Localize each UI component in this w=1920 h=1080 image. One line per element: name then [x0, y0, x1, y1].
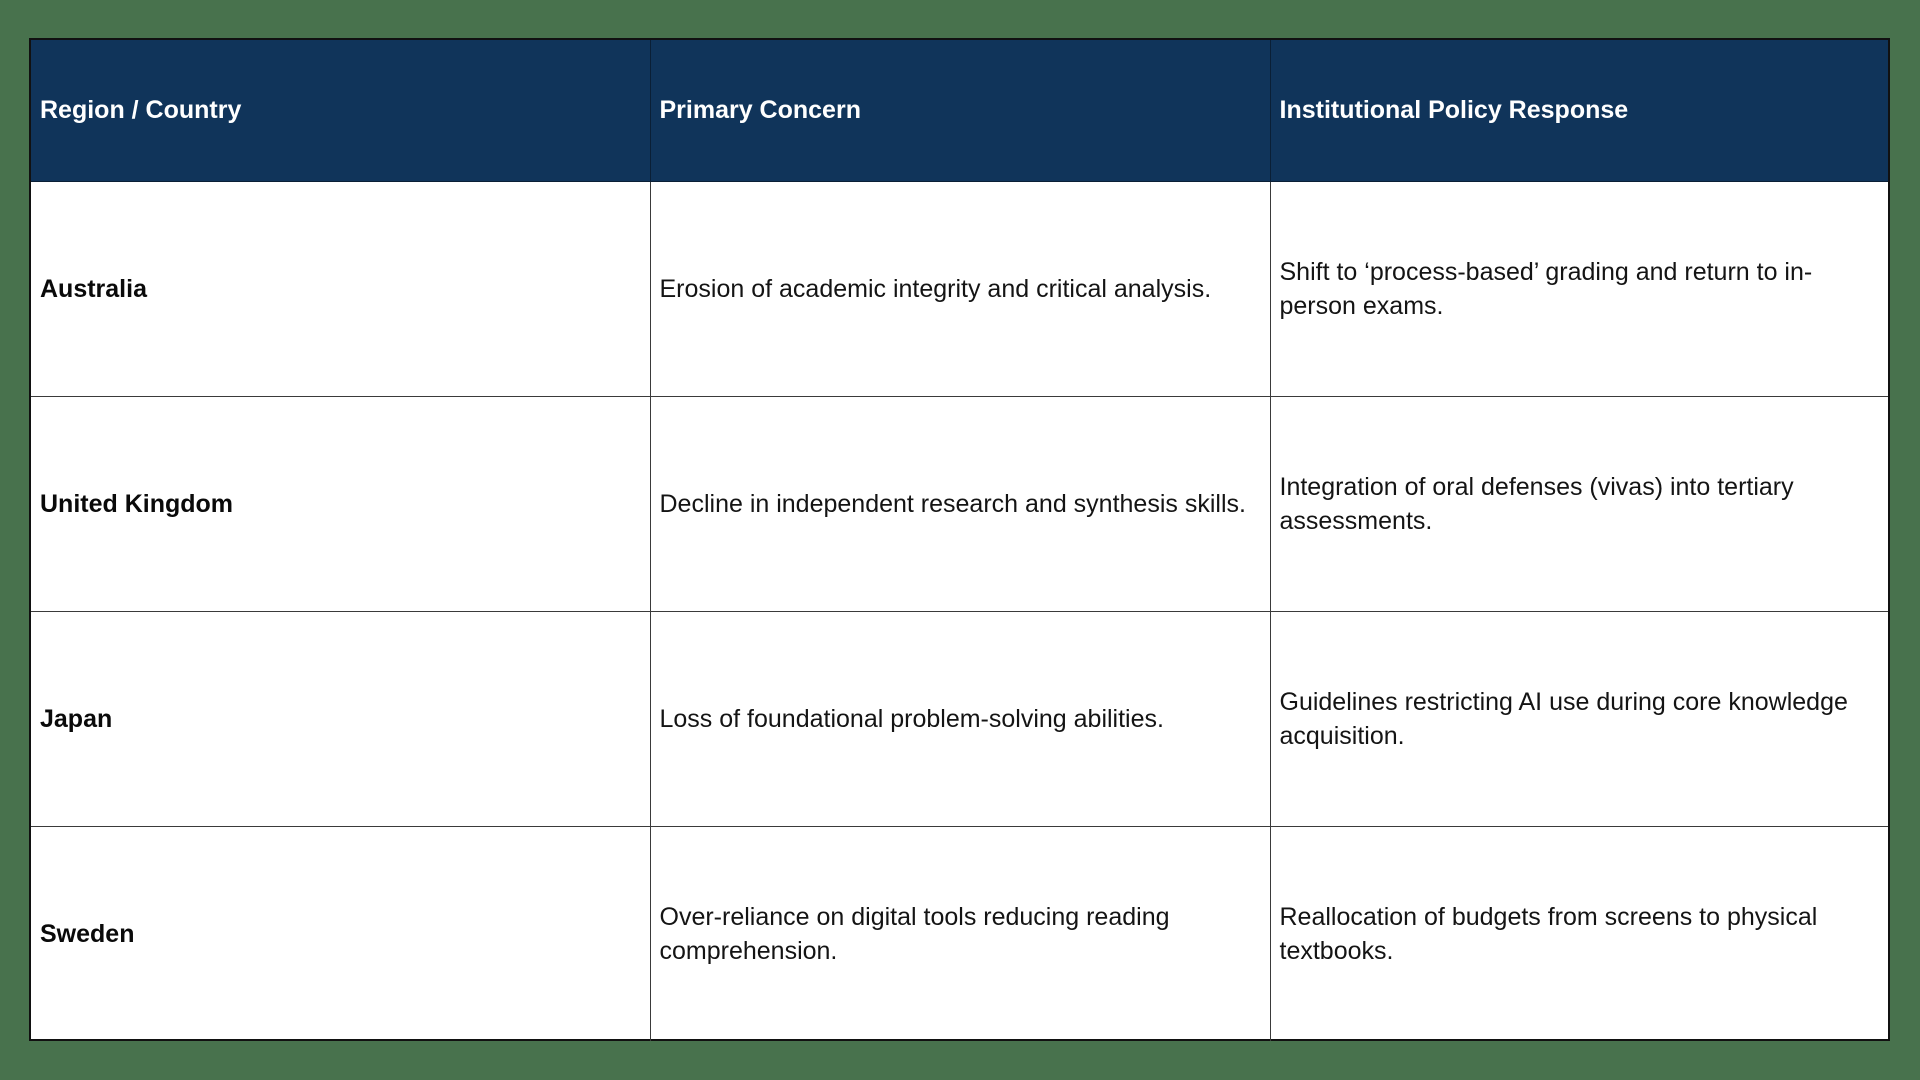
cell-concern: Erosion of academic integrity and critical analysis.: [650, 181, 1270, 396]
cell-country: Australia: [31, 181, 650, 396]
policy-comparison-table: [29, 38, 1890, 1041]
table-row: [31, 181, 1888, 396]
cell-concern: Loss of foundational problem-solving abilities.: [650, 611, 1270, 826]
cell-country: Sweden: [31, 826, 650, 1041]
cell-response: Integration of oral defenses (vivas) into tertiary assessments.: [1270, 396, 1888, 611]
cell-country: Japan: [31, 611, 650, 826]
table-row: [31, 826, 1888, 1041]
header-region-country: Region / Country: [31, 40, 650, 181]
cell-response: Shift to ‘process-based’ grading and return to in-person exams.: [1270, 181, 1888, 396]
cell-concern: Decline in independent research and synthesis skills.: [650, 396, 1270, 611]
table: [31, 40, 1888, 1041]
cell-concern: Over-reliance on digital tools reducing reading comprehension.: [650, 826, 1270, 1041]
header-primary-concern: Primary Concern: [650, 40, 1270, 181]
table-row: [31, 611, 1888, 826]
header-policy-response: Institutional Policy Response: [1270, 40, 1888, 181]
cell-response: Guidelines restricting AI use during core knowledge acquisition.: [1270, 611, 1888, 826]
cell-response: Reallocation of budgets from screens to physical textbooks.: [1270, 826, 1888, 1041]
table-body: [31, 181, 1888, 1041]
header-row: [31, 40, 1888, 181]
table-row: [31, 396, 1888, 611]
cell-country: United Kingdom: [31, 396, 650, 611]
table-header: [31, 40, 1888, 181]
